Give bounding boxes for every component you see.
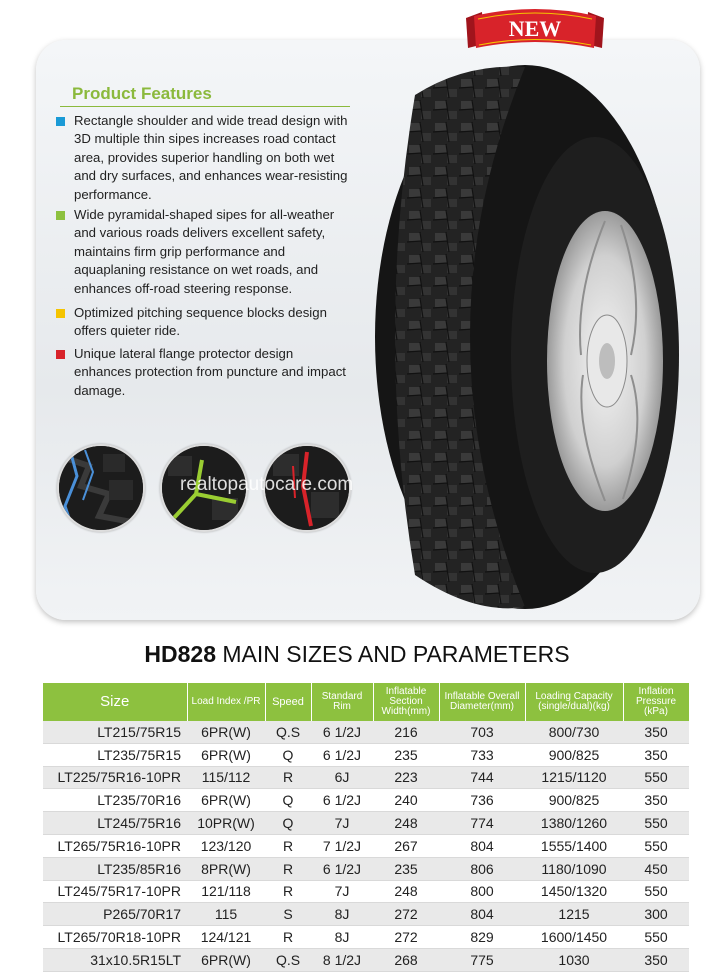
size-cell: LT245/75R17-10PR (43, 880, 187, 903)
size-cell: LT215/75R15 (43, 721, 187, 743)
watermark-text: realtopautocare.com (180, 474, 354, 495)
feature-item (54, 345, 354, 400)
square-bullet-icon (56, 117, 65, 126)
table-row (43, 948, 689, 971)
load-index-cell: 6PR(W) (187, 721, 265, 743)
column-header: Loading Capacity (single/dual)(kg) (525, 683, 623, 721)
inflation-pressure-cell: 350 (623, 743, 689, 766)
column-header: Size (43, 683, 187, 721)
speed-cell: R (265, 926, 311, 949)
loading-capacity-cell: 1450/1320 (525, 880, 623, 903)
rim-cell: 8 1/2J (311, 948, 373, 971)
table-row (43, 926, 689, 949)
speed-cell: Q (265, 743, 311, 766)
loading-capacity-cell: 1600/1450 (525, 926, 623, 949)
table-row (43, 880, 689, 903)
rim-cell: 7 1/2J (311, 834, 373, 857)
rim-cell: 6 1/2J (311, 789, 373, 812)
loading-capacity-cell: 900/825 (525, 789, 623, 812)
section-width-cell: 272 (373, 903, 439, 926)
load-index-cell: 6PR(W) (187, 789, 265, 812)
loading-capacity-cell: 1215 (525, 903, 623, 926)
load-index-cell: 8PR(W) (187, 857, 265, 880)
inflation-pressure-cell: 550 (623, 812, 689, 835)
size-cell: P265/70R17 (43, 903, 187, 926)
inflation-pressure-cell: 550 (623, 926, 689, 949)
loading-capacity-cell: 900/825 (525, 743, 623, 766)
overall-diameter-cell: 774 (439, 812, 525, 835)
speed-cell: S (265, 903, 311, 926)
table-row (43, 857, 689, 880)
overall-diameter-cell: 744 (439, 766, 525, 789)
specs-table (43, 683, 690, 972)
load-index-cell: 115 (187, 903, 265, 926)
table-row (43, 766, 689, 789)
speed-cell: R (265, 766, 311, 789)
feature-item (54, 304, 354, 341)
section-width-cell: 235 (373, 857, 439, 880)
load-index-cell: 124/121 (187, 926, 265, 949)
load-index-cell: 121/118 (187, 880, 265, 903)
inflation-pressure-cell: 350 (623, 789, 689, 812)
speed-cell: R (265, 880, 311, 903)
new-badge-label: NEW (508, 16, 562, 41)
load-index-cell: 115/112 (187, 766, 265, 789)
section-width-cell: 267 (373, 834, 439, 857)
table-row (43, 743, 689, 766)
rim-cell: 7J (311, 812, 373, 835)
overall-diameter-cell: 736 (439, 789, 525, 812)
loading-capacity-cell: 1180/1090 (525, 857, 623, 880)
table-row (43, 812, 689, 835)
loading-capacity-cell: 1215/1120 (525, 766, 623, 789)
square-bullet-icon (56, 350, 65, 359)
feature-text: Unique lateral flange protector design enhances protection from puncture and impact damage. (74, 345, 346, 398)
load-index-cell: 123/120 (187, 834, 265, 857)
tire-illustration (355, 55, 685, 615)
size-cell: LT265/75R16-10PR (43, 834, 187, 857)
rim-cell: 8J (311, 903, 373, 926)
inflation-pressure-cell: 550 (623, 766, 689, 789)
size-cell: LT265/70R18-10PR (43, 926, 187, 949)
overall-diameter-cell: 733 (439, 743, 525, 766)
feature-text: Rectangle shoulder and wide tread design with 3D multiple thin sipes increases road contact area, provides superior handling on both wet and dry surfaces, and enhances wear-resisting performance. (74, 113, 348, 202)
load-index-cell: 6PR(W) (187, 948, 265, 971)
speed-cell: Q.S (265, 948, 311, 971)
rim-cell: 8J (311, 926, 373, 949)
column-header: Inflatable Section Width(mm) (373, 683, 439, 721)
inflation-pressure-cell: 350 (623, 721, 689, 743)
overall-diameter-cell: 829 (439, 926, 525, 949)
feature-item (54, 112, 354, 204)
load-index-cell: 10PR(W) (187, 812, 265, 835)
speed-cell: R (265, 834, 311, 857)
section-width-cell: 248 (373, 880, 439, 903)
speed-cell: Q (265, 789, 311, 812)
rim-cell: 6 1/2J (311, 743, 373, 766)
size-cell: LT245/75R16 (43, 812, 187, 835)
rim-cell: 7J (311, 880, 373, 903)
feature-text: Optimized pitching sequence blocks design offers quieter ride. (74, 305, 327, 339)
rim-cell: 6J (311, 766, 373, 789)
column-header: Standard Rim (311, 683, 373, 721)
features-list (54, 112, 354, 402)
size-cell: LT225/75R16-10PR (43, 766, 187, 789)
overall-diameter-cell: 804 (439, 834, 525, 857)
overall-diameter-cell: 806 (439, 857, 525, 880)
rim-cell: 6 1/2J (311, 721, 373, 743)
overall-diameter-cell: 804 (439, 903, 525, 926)
size-cell: LT235/75R15 (43, 743, 187, 766)
inflation-pressure-cell: 550 (623, 834, 689, 857)
section-width-cell: 268 (373, 948, 439, 971)
section-width-cell: 248 (373, 812, 439, 835)
table-row (43, 721, 689, 743)
column-header: Speed (265, 683, 311, 721)
rim-cell: 6 1/2J (311, 857, 373, 880)
inflation-pressure-cell: 300 (623, 903, 689, 926)
features-title: Product Features (72, 84, 212, 103)
section-width-cell: 272 (373, 926, 439, 949)
table-row (43, 903, 689, 926)
size-cell: LT235/85R16 (43, 857, 187, 880)
overall-diameter-cell: 800 (439, 880, 525, 903)
table-row (43, 834, 689, 857)
column-header: Inflatable Overall Diameter(mm) (439, 683, 525, 721)
loading-capacity-cell: 800/730 (525, 721, 623, 743)
loading-capacity-cell: 1030 (525, 948, 623, 971)
table-row (43, 789, 689, 812)
inflation-pressure-cell: 350 (623, 948, 689, 971)
loading-capacity-cell: 1380/1260 (525, 812, 623, 835)
speed-cell: Q.S (265, 721, 311, 743)
table-title (0, 641, 714, 668)
inflation-pressure-cell: 450 (623, 857, 689, 880)
load-index-cell: 6PR(W) (187, 743, 265, 766)
size-cell: 31x10.5R15LT (43, 948, 187, 971)
column-header: Load Index /PR (187, 683, 265, 721)
feature-item (54, 206, 354, 298)
feature-text: Wide pyramidal-shaped sipes for all-weather and various roads delivers excellent safety, maintains firm grip performance and aquaplaning resistance on wet roads, and enhances off-road steering response. (74, 207, 335, 296)
table-title-text: MAIN SIZES AND PARAMETERS (216, 641, 570, 667)
size-cell: LT235/70R16 (43, 789, 187, 812)
section-width-cell: 235 (373, 743, 439, 766)
table-header-row (43, 683, 689, 721)
model-name: HD828 (144, 641, 216, 667)
column-header: Inflation Pressure (kPa) (623, 683, 689, 721)
overall-diameter-cell: 703 (439, 721, 525, 743)
inflation-pressure-cell: 550 (623, 880, 689, 903)
section-width-cell: 240 (373, 789, 439, 812)
section-width-cell: 223 (373, 766, 439, 789)
speed-cell: Q (265, 812, 311, 835)
features-divider (60, 106, 350, 107)
loading-capacity-cell: 1555/1400 (525, 834, 623, 857)
tread-detail-thumbnail-1 (57, 444, 145, 532)
square-bullet-icon (56, 211, 65, 220)
overall-diameter-cell: 775 (439, 948, 525, 971)
speed-cell: R (265, 857, 311, 880)
section-width-cell: 216 (373, 721, 439, 743)
square-bullet-icon (56, 309, 65, 318)
